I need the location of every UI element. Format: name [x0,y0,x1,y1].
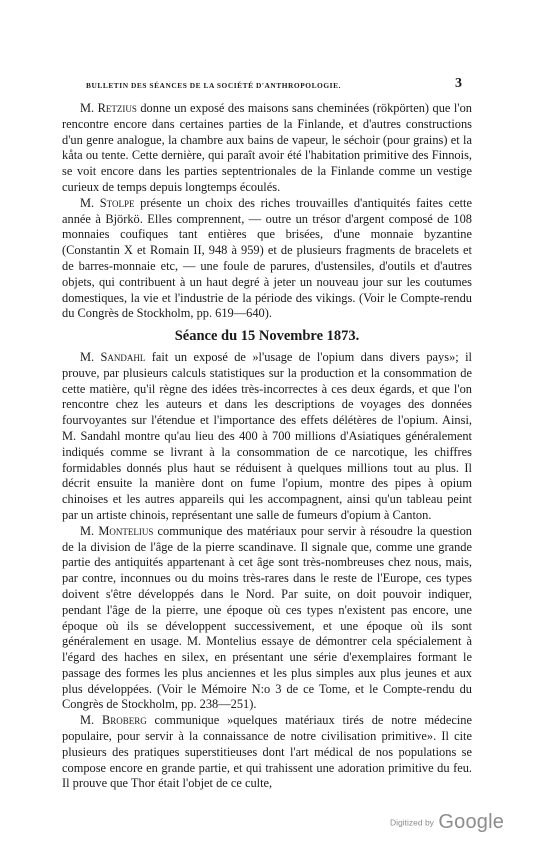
paragraph-sandahl [62,350,472,524]
google-logo: Google [438,811,505,833]
paragraph-broberg [62,713,472,792]
page-number: 3 [455,76,462,91]
speaker-name: M. Broberg [80,713,147,728]
digitized-by-label: Digitized by [390,817,434,828]
page-body [62,101,472,792]
speaker-name: M. Montelius [80,523,154,538]
speaker-name: M. Retzius [80,101,137,115]
speaker-name: M. Stolpe [80,195,135,210]
paragraph-stolpe [62,196,472,322]
paragraph-retzius [62,101,472,196]
paragraph-text: communique des matériaux pour servir à résoudre la question de la division de l'âge de la pierre scandinave. Il signale que, comme une grande partie des antiquités appartenant à cet âge sont très-nombreuses chez nous, mais, par contre, inconnues ou du moins très-rares dans le reste de l'Europe, ces types doivent s'être développés dans le Nord. Par suite, on doit pouvoir indiquer, pendant l'âge de la pierre, une époque où ces types n'existent pas encore, une époque où ils se développent successivement, et une époque où ils sont généralement en usage. M. Montelius essaye de démontrer cela spécialement à l'égard des haches en silex, en présentant une série d'exemplaires formant le passage des formes les plus anciennes et les plus simples aux plus jeunes et aux plus développées. (Voir le Mémoire N:o 3 de ce Tome, et le Compte-rendu du Congrès de Stockholm, pp. 238—251). [62,523,472,712]
paragraph-text: communique »quelques matériaux tirés de notre médecine populaire, pour servir à la connaissance de notre civilisation primitive». Il cite plusieurs des pratiques superstitieuses dont l'art médical de nos populations se compose encore en grande partie, et qui trahissent une adoration primitive du feu. Il prouve que Thor était l'objet de ce culte, [62,713,472,791]
paragraph-montelius [62,524,472,714]
running-header: BULLETIN DES SÉANCES DE LA SOCIÉTÉ D'ANTHROPOLOGIE. [86,81,341,90]
digitization-watermark [390,811,504,834]
paragraph-text: donne un exposé des maisons sans cheminées (rökpörten) que l'on rencontre encore dans certaines parties de la Finlande, et d'autres constructions d'un genre analogue, la chambre aux bains de vapeur, le séchoir (pour grains) et la kåta ou tente. Cette dernière, qui paraît avoir été l'habitation primitive des Finnois, se voit encore dans les parties septentrionales de la Finlande comme un vestige curieux de temps depuis longtemps écoulés. [62,101,472,194]
paragraph-text: fait un exposé de »l'usage de l'opium dans divers pays»; il prouve, par plusieurs calculs statistiques sur la production et la consommation de cette matière, qu'il règne des idées très-incorrectes à ces deux égards, et que l'on rencontre chez les auteurs et dans les descriptions de voyages des données fourvoyantes sur l'étendue et l'importance des effets délétères de l'opium. Ainsi, M. Sandahl montre qu'au lieu des 400 à 700 millions d'Asiatiques généralement indiqués comme se livrant à la consommation de ce narcotique, les chiffres formidables donnés plus haut se réduisent à quelques millions tout au plus. Il décrit ensuite la manière dont on fume l'opium, montre des pipes à opium chinoises et les autres appareils qui les accompagnent, ainsi qu'un tableau peint par un artiste chinois, représentant une salle de fumeurs d'opium à Canton. [62,349,472,522]
speaker-name: M. Sandahl [80,349,146,364]
paragraph-text: présente un choix des riches trouvailles d'antiquités faites cette année à Björkö. Elles comprennent, — outre un trésor d'argent composé de 108 monnaies coufiques tant entières que brisées, d'une monnaie byzantine (Constantin X et Romain II, 948 à 959) et de plusieurs fragments de bracelets et de barres-monnaie etc, — une foule de parures, d'ustensiles, d'outils et d'autres objets, qui contribuent à un haut degré à jeter un nouveau jour sur les coutumes domestiques, la vie et l'industrie de la période des vikings. (Voir le Compte-rendu du Congrès de Stockholm, pp. 619—640). [62,195,472,321]
section-heading: Séance du 15 Novembre 1873. [174,328,360,345]
